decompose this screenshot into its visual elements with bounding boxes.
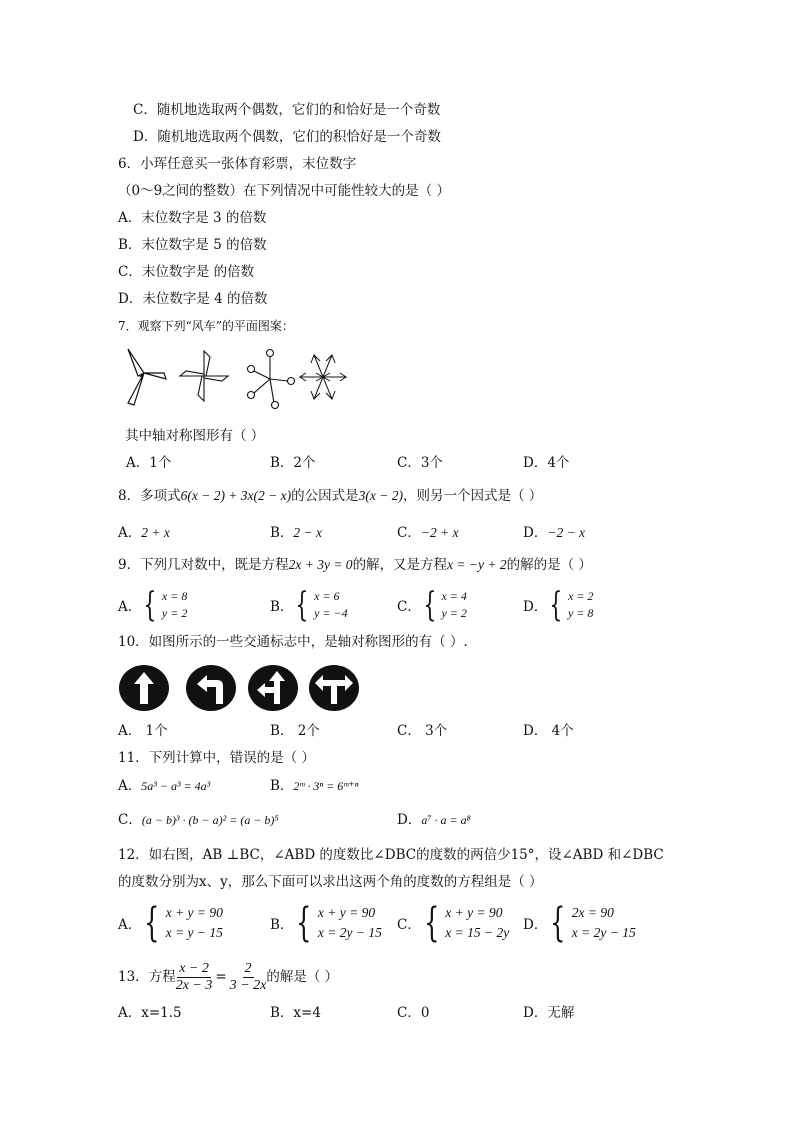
q11-option-c-label: C． xyxy=(118,812,142,828)
q9-option-c xyxy=(397,585,467,625)
q13-option-a: A．x=1.5 xyxy=(118,1005,182,1021)
q11-option-b-label: B． xyxy=(270,778,294,794)
windmill-4-figure xyxy=(300,355,346,399)
q8-stem-prefix: 8．多项式 xyxy=(118,488,181,504)
q8-option-d-value: −2 − x xyxy=(547,525,586,540)
q11-option-c xyxy=(118,811,279,829)
q13-equals-sign: = xyxy=(215,969,227,985)
q8-option-c xyxy=(397,524,459,542)
q10-option-c: C． 3个 xyxy=(397,723,448,739)
q9-option-d-label: D． xyxy=(523,599,548,615)
q9-option-c-label: C． xyxy=(397,599,421,615)
q11-stem: 11．下列计算中，错误的是（ ） xyxy=(118,750,315,766)
q8-option-b-value: 2 − x xyxy=(293,525,323,540)
q12-option-c-label: C． xyxy=(397,917,421,933)
q6-option-b: B．末位数字是 5 的倍数 xyxy=(118,237,267,253)
q12-option-b-label: B． xyxy=(270,917,294,933)
q12-option-c-eq2: x = 15 − 2y xyxy=(445,925,510,940)
q11-option-d-value: a⁷ · a = a⁸ xyxy=(421,813,471,827)
q8-option-a xyxy=(118,524,170,542)
q8-polynomial: 6(x − 2) + 3x(2 − x) xyxy=(180,488,292,503)
q7-option-c: C．3个 xyxy=(397,455,443,471)
q7-stem: 7．观察下列“风车”的平面图案： xyxy=(118,319,294,333)
brace-icon: { xyxy=(144,900,160,946)
q12-option-a xyxy=(118,900,223,946)
q13-option-c: C．0 xyxy=(397,1005,430,1021)
q9-option-c-eq1: x = 4 xyxy=(441,589,467,603)
q11-option-a-value: 5a³ − a³ = 4a³ xyxy=(141,779,211,793)
q7-option-b: B．2个 xyxy=(270,455,316,471)
q9-stem xyxy=(118,556,592,574)
q7-question: 其中轴对称图形有（ ） xyxy=(125,428,265,444)
q9-equation-1: 2x + 3y = 0 xyxy=(288,557,353,572)
q7-option-a: A．1个 xyxy=(126,455,172,471)
q13-option-b: B．x=4 xyxy=(270,1005,321,1021)
windmill-figures xyxy=(118,343,358,409)
q10-option-a: A． 1个 xyxy=(118,723,168,739)
q6-option-c: C．末位数字是 的倍数 xyxy=(118,264,255,280)
brace-icon: { xyxy=(423,585,437,625)
q11-option-d-label: D． xyxy=(397,812,422,828)
q8-stem xyxy=(118,487,542,505)
q12-option-a-eq2: x = y − 15 xyxy=(165,925,223,940)
q9-option-b-label: B． xyxy=(270,599,294,615)
q12-stem-line1: 12．如右图，AB ⊥BC，∠ABD 的度数比∠DBC的度数的两倍少15°，设∠ABD 和∠DBC xyxy=(118,847,664,863)
q8-stem-mid: 的公因式是 xyxy=(291,488,359,504)
left-or-right-turn-sign-icon xyxy=(308,664,360,712)
q12-option-b-eq2: x = 2y − 15 xyxy=(317,925,382,940)
q13-rhs-fraction xyxy=(230,961,267,994)
q10-option-d: D． 4个 xyxy=(523,723,574,739)
q9-option-b-eq1: x = 6 xyxy=(314,589,340,603)
brace-icon: { xyxy=(295,585,309,625)
straight-or-left-arrow-sign-icon xyxy=(247,664,299,712)
q8-option-b xyxy=(270,524,322,542)
left-turn-arrow-sign-icon xyxy=(185,664,237,712)
straight-arrow-sign-icon xyxy=(118,664,170,712)
q13-lhs-denominator: 2x − 3 xyxy=(175,977,213,993)
q11-option-a xyxy=(118,777,210,795)
q12-option-d-label: D． xyxy=(523,917,548,933)
q11-option-d xyxy=(397,811,471,829)
q12-option-c-eq1: x + y = 90 xyxy=(445,905,503,920)
q12-option-d-eq1: 2x = 90 xyxy=(571,905,614,920)
q11-option-a-label: A． xyxy=(118,778,142,794)
q9-equation-2: x = −y + 2 xyxy=(447,557,507,572)
windmill-1-figure xyxy=(128,349,166,405)
q9-option-d-eq1: x = 2 xyxy=(567,589,594,603)
brace-icon: { xyxy=(423,900,440,946)
q6-stem-line1: 6．小珲任意买一张体育彩票，末位数字 xyxy=(118,156,357,172)
q8-option-c-value: −2 + x xyxy=(420,525,459,540)
q9-stem-mid: 的解，又是方程 xyxy=(352,557,448,573)
brace-icon: { xyxy=(549,585,563,625)
q11-option-b xyxy=(270,777,358,795)
q9-stem-prefix: 9．下列几对数中，既是方程 xyxy=(118,557,289,573)
q12-option-d xyxy=(523,900,636,946)
q8-option-d xyxy=(523,524,585,542)
q9-option-a-eq2: y = 2 xyxy=(161,606,188,620)
q12-option-a-eq1: x + y = 90 xyxy=(165,905,223,920)
q13-stem-suffix: 的解是（ ） xyxy=(266,969,339,985)
q11-option-c-value: (a − b)³ · (b − a)² = (a − b)⁵ xyxy=(141,813,279,827)
q8-option-d-label: D． xyxy=(523,525,548,541)
q12-stem-line2: 的度数分别为x、y，那么下面可以求出这两个角的度数的方程组是（ ） xyxy=(118,874,543,890)
q6-option-d: D．未位数字是 4 的倍数 xyxy=(118,291,268,307)
q9-stem-suffix: 的解的是（ ） xyxy=(506,557,592,573)
q13-lhs-numerator: x − 2 xyxy=(179,960,209,976)
q9-option-d xyxy=(523,585,594,625)
q12-option-b xyxy=(270,900,382,946)
brace-icon: { xyxy=(143,585,157,625)
q10-stem: 10．如图所示的一些交通标志中，是轴对称图形的有（ ）. xyxy=(118,634,468,650)
q12-option-d-eq2: x = 2y − 15 xyxy=(571,925,636,940)
q6-option-a: A．末位数字是 3 的倍数 xyxy=(118,210,267,226)
q13-stem-prefix: 13．方程 xyxy=(118,969,176,985)
q13-rhs-denominator: 3 − 2x xyxy=(229,977,267,993)
q8-stem-suffix: ，则另一个因式是（ ） xyxy=(402,488,543,504)
q12-option-a-label: A． xyxy=(118,917,142,933)
q13-option-d: D．无解 xyxy=(523,1005,575,1021)
q9-option-c-eq2: y = 2 xyxy=(441,606,467,620)
q7-option-d: D．4个 xyxy=(523,455,570,471)
q13-stem xyxy=(118,960,338,994)
brace-icon: { xyxy=(550,900,566,946)
windmill-2-figure xyxy=(180,351,228,401)
brace-icon: { xyxy=(296,900,312,946)
q8-option-a-value: 2 + x xyxy=(141,525,170,540)
q9-option-a-eq1: x = 8 xyxy=(161,589,188,603)
q5-option-c: C．随机地选取两个偶数，它们的和恰好是一个奇数 xyxy=(133,102,441,118)
q9-option-b xyxy=(270,585,348,625)
q9-option-b-eq2: y = −4 xyxy=(314,606,348,620)
q8-common-factor: 3(x − 2) xyxy=(358,488,403,503)
q12-option-b-eq1: x + y = 90 xyxy=(317,905,376,920)
q11-option-b-value: 2ᵐ · 3ⁿ = 6ᵐ⁺ⁿ xyxy=(293,779,359,793)
q12-option-c xyxy=(397,900,510,946)
q10-option-b: B． 2个 xyxy=(270,723,320,739)
q13-lhs-fraction xyxy=(176,961,213,994)
q8-option-b-label: B． xyxy=(270,525,294,541)
q9-option-a-label: A． xyxy=(118,599,142,615)
q9-option-d-eq2: y = 8 xyxy=(567,606,594,620)
q8-option-c-label: C． xyxy=(397,525,421,541)
windmill-3-figure xyxy=(248,350,295,409)
q9-option-a xyxy=(118,585,188,625)
q8-option-a-label: A． xyxy=(118,525,142,541)
q6-stem-line2: （0～9之间的整数）在下列情况中可能性较大的是（ ） xyxy=(118,183,450,199)
q5-option-d: D．随机地选取两个偶数，它们的积恰好是一个奇数 xyxy=(133,129,441,145)
q13-rhs-numerator: 2 xyxy=(244,960,252,976)
